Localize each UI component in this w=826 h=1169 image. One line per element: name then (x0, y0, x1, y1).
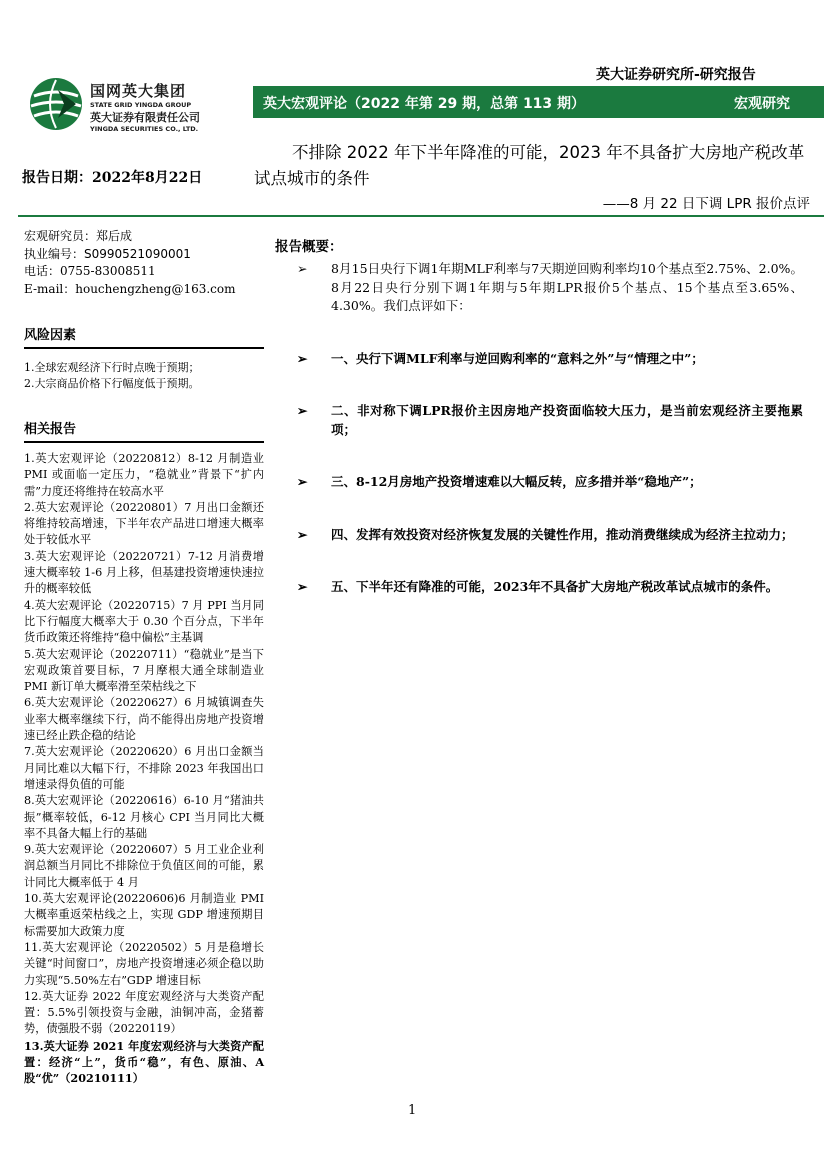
arrow-bullet-icon: ➢ (297, 526, 308, 542)
banner-category: 宏观研究 (734, 96, 790, 112)
report-date: 报告日期：2022年8月22日 (22, 170, 203, 186)
related-report-item[interactable]: 11.英大宏观评论（20220502）5 月是稳增长关键“时间窗口”，房地产投资增速必须企稳以助力实现“5.50%左右”GDP 增速目标 (24, 940, 264, 987)
arrow-bullet-icon: ➢ (297, 579, 308, 594)
related-report-item[interactable]: 3.英大宏观评论（20220721）7-12 月消费增速大概率较 1-6 月上移，但基建投资增速快速拉升的概率较低 (24, 549, 264, 596)
institute-label: 英大证券研究所-研究报告 (596, 67, 756, 83)
summary-heading: 报告概要： (275, 239, 343, 255)
related-list (24, 451, 264, 1087)
arrow-bullet-icon: ➢ (297, 474, 308, 489)
summary-point-text: 二、非对称下调LPR报价主因房地产投资面临较大压力，是当前宏观经济主要拖累项； (331, 403, 803, 437)
risk-item: 2.大宗商品价格下行幅度低于预期。 (24, 377, 200, 390)
risk-list (24, 360, 264, 392)
analyst-name: 宏观研究员：郑后成 (24, 229, 133, 243)
related-report-item[interactable]: 8.英大宏观评论（20220616）6-10 月“猪油共振”概率较低，6-12 月核心 CPI 当月同比大概率不具备大幅上行的基础 (24, 794, 264, 840)
summary-point-text: 三、8-12月房地产投资增速难以大幅反转，应多措并举“稳地产”； (331, 474, 702, 489)
related-report-item[interactable]: 6.英大宏观评论（20220627）6 月城镇调查失业率大概率继续下行，尚不能得出房地产投资增速已经止跌企稳的结论 (24, 696, 264, 743)
related-report-item[interactable]: 2.英大宏观评论（20220801）7 月出口金额还将维持较高增速，下半年农产品进口增速大概率处于较低水平 (24, 500, 264, 547)
summary-intro (297, 260, 803, 316)
summary-intro-text: 8月15日央行下调1年期MLF利率与7天期逆回购利率均10个基点至2.75%、2.0%。8月22日央行分别下调1年期与5年期LPR报价5个基点、15个基点至3.65%、4.30%。我们点评如下： (331, 261, 803, 313)
logo-company-english: YINGDA SECURITIES CO., LTD. (90, 125, 199, 133)
summary-body (297, 260, 803, 597)
summary-point (297, 578, 803, 597)
summary-point-text: 五、下半年还有降准的可能，2023年不具备扩大房地产税改革试点城市的条件。 (331, 579, 779, 594)
risk-item: 1.全球宏观经济下行时点晚于预期； (24, 361, 200, 374)
globe-logo-icon (28, 76, 84, 132)
analyst-info (24, 228, 264, 298)
related-report-item[interactable]: 1.英大宏观评论（20220812）8-12 月制造业 PMI 或面临一定压力，“稳就业”背景下“扩内需”力度还将维持在较高水平 (24, 452, 264, 498)
analyst-email: E-mail：houchengzheng@163.com (24, 281, 236, 296)
logo-english-name: STATE GRID YINGDA GROUP (90, 101, 192, 109)
related-heading: 相关报告 (24, 418, 264, 443)
logo-company-name: 英大证券有限责任公司 (90, 111, 200, 124)
title-banner (253, 86, 824, 118)
risk-heading: 风险因素 (24, 324, 264, 349)
arrow-bullet-icon: ➢ (297, 261, 308, 276)
company-logo (28, 76, 248, 136)
summary-point (297, 526, 803, 545)
arrow-bullet-icon: ➢ (297, 403, 308, 418)
header-divider (18, 215, 824, 217)
related-report-item[interactable]: 7.英大宏观评论（20220620）6 月出口金额当月同比难以大幅下行，不排除 2023 年我国出口增速录得负值的可能 (24, 745, 264, 791)
sidebar (24, 228, 264, 1087)
related-report-item[interactable]: 9.英大宏观评论（20220607）5 月工业企业利润总额当月同比不排除位于负值区间的可能，累计同比大概率低于 4 月 (24, 843, 264, 889)
summary-point-text: 一、央行下调MLF利率与逆回购利率的“意料之外”与“情理之中”； (331, 350, 704, 366)
related-report-item[interactable]: 13.英大证券 2021 年度宏观经济与大类资产配置：经济“上”，货币“稳”，有色、原油、A 股“优”（20210111） (24, 1038, 264, 1086)
logo-chinese-name: 国网英大集团 (90, 82, 187, 100)
banner-title: 英大宏观评论（2022 年第 29 期，总第 113 期） (263, 96, 586, 112)
related-report-item[interactable]: 5.英大宏观评论（20220711）“稳就业”是当下宏观政策首要目标，7 月摩根大通全球制造业 PMI 新订单大概率滑至荣枯线之下 (24, 647, 264, 694)
related-report-item[interactable]: 12.英大证券 2022 年度宏观经济与大类资产配置：5.5%引领投资与金融，油铜冲高，金猪蓄势，债强股不弱（20220119） (24, 989, 264, 1036)
analyst-phone: 电话：0755-83008511 (24, 264, 156, 278)
related-report-item[interactable]: 4.英大宏观评论（20220715）7 月 PPI 当月同比下行幅度大概率大于 0.30 个百分点，下半年货币政策还将维持“稳中偏松”主基调 (24, 598, 264, 645)
summary-point-text: 四、发挥有效投资对经济恢复发展的关键性作用，推动消费继续成为经济主拉动力； (331, 526, 794, 542)
arrow-bullet-icon: ➢ (297, 350, 308, 366)
page-title: 不排除 2022 年下半年降准的可能，2023 年不具备扩大房地产税改革试点城市的条件 (254, 143, 805, 188)
summary-point (297, 402, 803, 439)
page-number: 1 (408, 1103, 417, 1118)
page-subtitle: ——8 月 22 日下调 LPR 报价点评 (602, 196, 810, 212)
summary-point (297, 473, 803, 492)
summary-point (297, 350, 803, 369)
analyst-license: 执业编号：S0990521090001 (24, 246, 191, 261)
related-report-item[interactable]: 10.英大宏观评论(20220606)6 月制造业 PMI 大概率重返荣枯线之上，实现 GDP 增速预期目标需要加大政策力度 (24, 892, 264, 938)
